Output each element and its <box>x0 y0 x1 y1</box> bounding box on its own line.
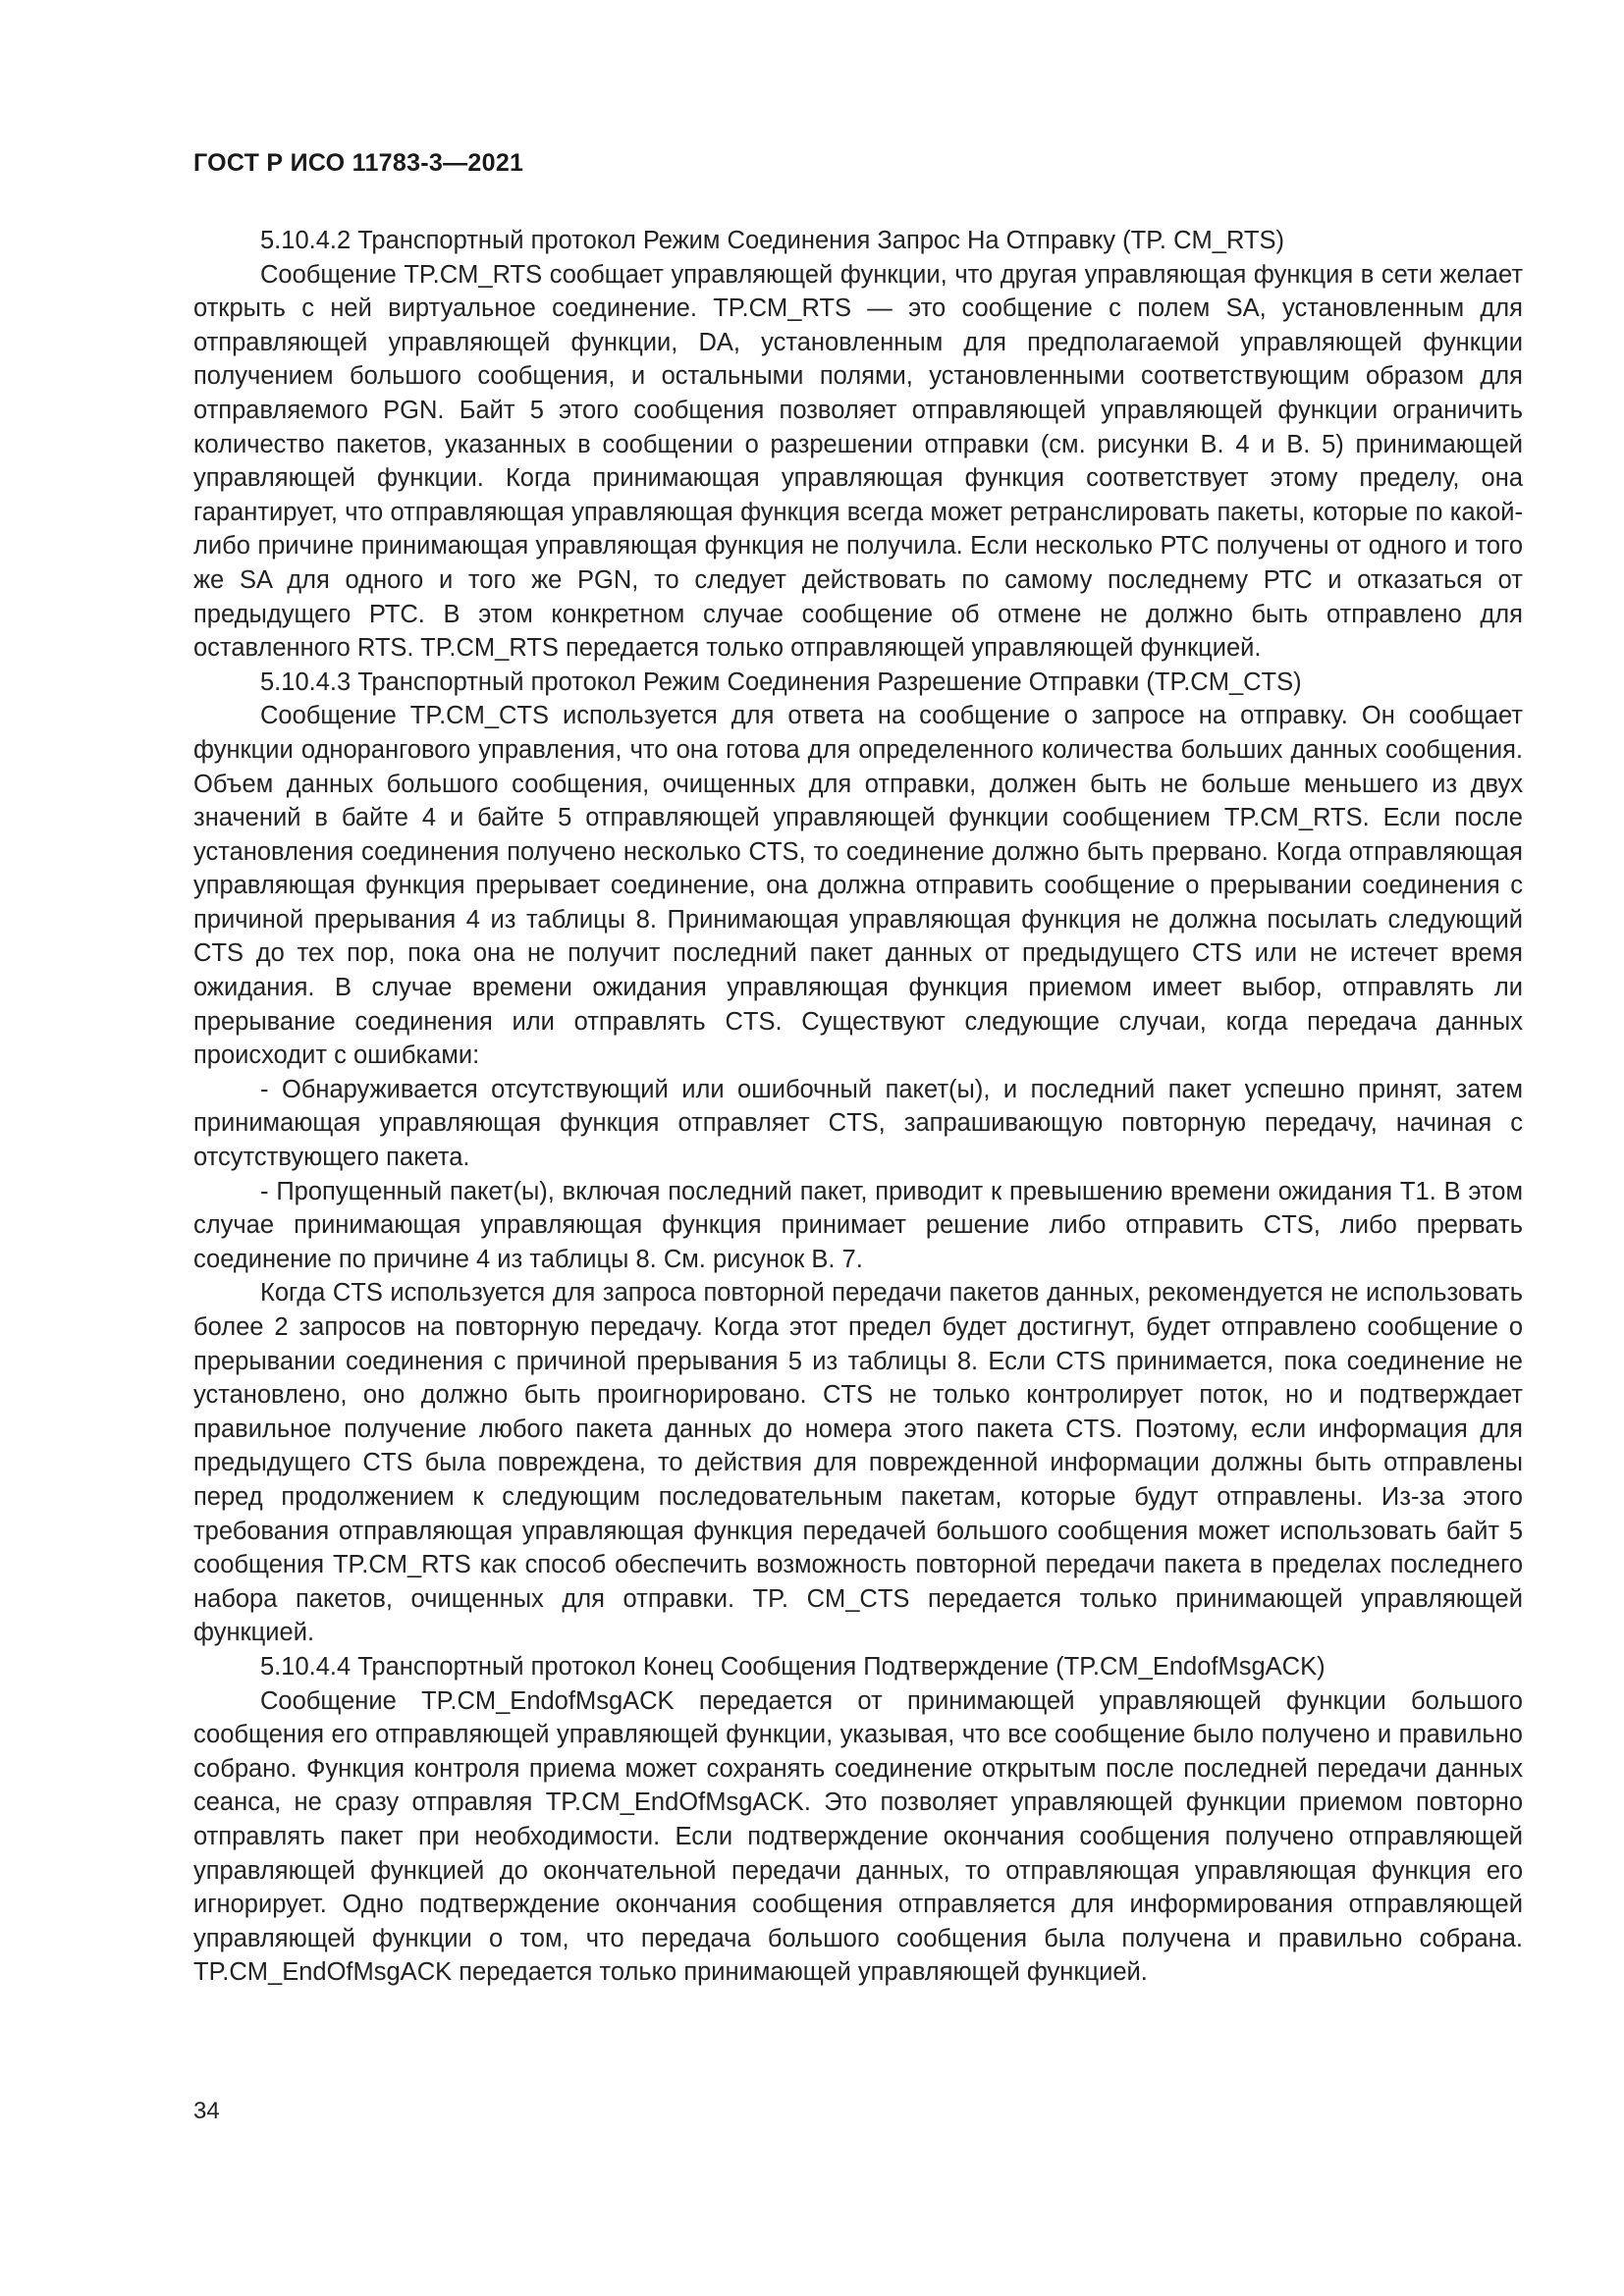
paragraph-tp-cm-cts: Сообщение TP.CM_CTS используется для ответа на сообщение о запросе на отправку. Он сообщает функции одноранговоro управления, что она готова для определенного количества больших данных сообщения. Объем данных большого сообщения, очищенных для отправки, должен быть не больше меньшего из двух значений в байте 4 и байте 5 отправляющей управляющей функции сообщением TP.CM_RTS. Если после установления соединения получено несколько CTS, то соединение должно быть прервано. Когда отправляющая управляющая функция прерывает соединение, она должна отправить сообщение о прерывании соединения с причиной прерывания 4 из таблицы 8. Принимающая управляющая функция не должна посылать следующий CTS до тех пор, пока она не получит последний пакет данных от предыдущего CTS или не истечет время ожидания. В случае времени ожидания управляющая функция приемом имеет выбор, отправлять ли прерывание соединения или отправлять CTS. Существуют следующие случаи, когда передача данных происходит с ошибками: <box>193 702 1523 1070</box>
page-header-standard-id: ГОСТ Р ИСО 11783-3—2021 <box>193 149 524 177</box>
page-number: 34 <box>193 2098 220 2124</box>
paragraph-tp-cm-rts: Сообщение TP.CM_RTS сообщает управляющей функции, что другая управляющая функция в сети желает открыть с ней виртуальное соединение. TP.CM_RTS — это сообщение с полем SA, установленным для отправляющей управляющей функции, DA, установленным для предполагаемой управляющей функции получением большого сообщения, и остальными полями, установленными соответствующим образом для отправляемого PGN. Байт 5 этого сообщения позволяет отправляющей управляющей функции ограничить количество пакетов, указанных в сообщении о разрешении отправки (см. рисунки В. 4 и В. 5) принимающей управляющей функции. Когда принимающая управляющая функция соответствует этому пределу, она гарантирует, что отправляющая управляющая функция всегда может ретранслировать пакеты, которые по какой-либо причине принимающая управляющая функция не получила. Если несколько РТС получены от одного и того же SA для одного и того же PGN, то следует действовать по самому последнему РТС и отказаться от предыдущего РТС. В этом конкретном случае сообщение об отмене не должно быть отправлено для оставленного RTS. TP.CM_RTS передается только отправляющей управляющей функцией. <box>193 260 1523 663</box>
paragraph-cts-retransmission: Когда CTS используется для запроса повторной передачи пакетов данных, рекомендуется не использовать более 2 запросов на повторную передачу. Когда этот предел будет достигнут, будет отправлено сообщение о прерывании соединения с причиной прерывания 5 из таблицы 8. Если CTS принимается, пока соединение не установлено, оно должно быть проигнорировано. CTS не только контролирует поток, но и подтверждает правильное получение любого пакета данных до номера этого пакета CTS. Поэтому, если информация для предыдущего CTS была повреждена, то действия для поврежденной информации должны быть отправлены перед продолжением к следующим последовательным пакетам, которые будут отправлены. Из-за этого требования отправляющая управляющая функция передачей большого сообщения может использовать байт 5 сообщения TP.CM_RTS как способ обеспечить возможность повторной передачи пакета в пределах последнего набора пакетов, очищенных для отправки. TP. CM_CTS передается только принимающей управляющей функцией. <box>193 1279 1523 1647</box>
section-heading-5-10-4-4: 5.10.4.4 Транспортный протокол Конец Сообщения Подтверждение (TP.CM_EndofMsgACK) <box>260 1652 1326 1681</box>
document-body <box>193 224 1523 1990</box>
list-item-missing-packet: - Обнаруживается отсутствующий или ошибочный пакет(ы), и последний пакет успешно принят, затем принимающая управляющая функция отправляет CTS, запрашивающую повторную передачу, начиная с отсутствующего пакета. <box>193 1075 1523 1172</box>
list-item-timeout: - Пропущенный пакет(ы), включая последний пакет, приводит к превышению времени ожидания T1. В этом случае принимающая управляющая функция принимает решение либо отправить CTS, либо прервать соединение по причине 4 из таблицы 8. См. рисунок В. 7. <box>193 1177 1523 1273</box>
section-heading-5-10-4-3: 5.10.4.3 Транспортный протокол Режим Соединения Разрешение Отправки (TP.CM_CTS) <box>260 667 1302 696</box>
section-heading-5-10-4-2: 5.10.4.2 Транспортный протокол Режим Соединения Запрос На Отправку (TP. CM_RTS) <box>260 227 1284 254</box>
paragraph-tp-cm-endofmsgack: Сообщение TP.CM_EndofMsgACK передается от принимающей управляющей функции большого сообщения его отправляющей управляющей функции, указывая, что все сообщение было получено и правильно собрано. Функция контроля приема может сохранять соединение открытым после последней передачи данных сеанса, не сразу отправляя TP.CM_EndOfMsgACK. Это позволяет управляющей функции приемом повторно отправлять пакет при необходимости. Если подтверждение окончания сообщения получено отправляющей управляющей функцией до окончательной передачи данных, то отправляющая управляющая функция его игнорирует. Одно подтверждение окончания сообщения отправляется для информирования отправляющей управляющей функции о том, что передача большого сообщения была получена и правильно собрана. TP.CM_EndOfMsgACK передается только принимающей управляющей функцией. <box>193 1686 1523 1987</box>
